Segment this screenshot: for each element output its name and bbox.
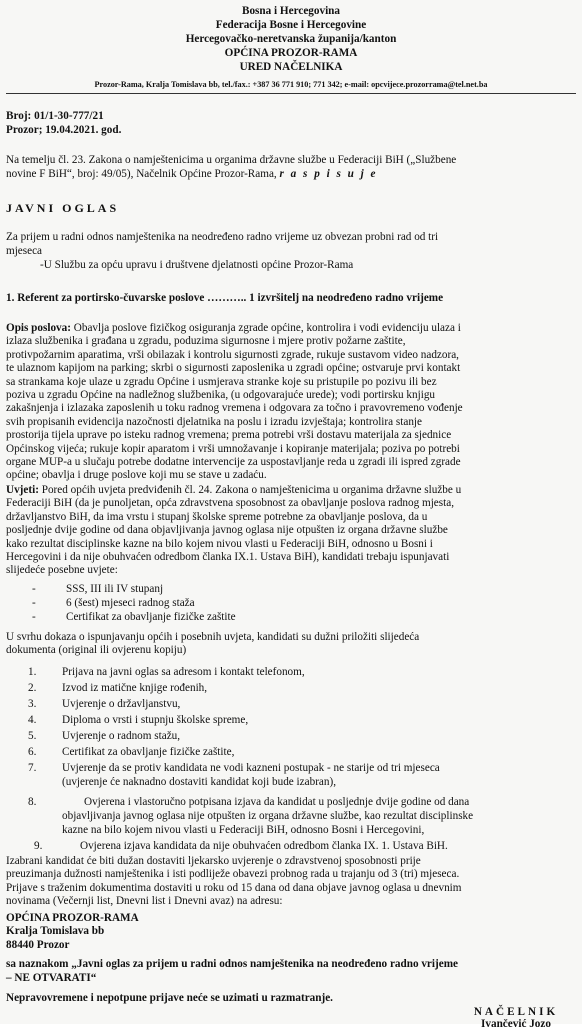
description-label: Opis poslova: bbox=[6, 322, 71, 334]
intro-line bbox=[6, 168, 576, 181]
description-line: organe MUP-a u slučaju potrebe dodatne intervencije za uspostavljanje reda u zgradi ili ispred zgrade bbox=[6, 456, 461, 469]
address-name: OPĆINA PROZOR-RAMA bbox=[6, 912, 139, 924]
description-line: izlaza službenika i građana u zgradu, poduzima sigurnosne i mjere protiv požarne zaštite, bbox=[6, 335, 406, 348]
address-block bbox=[6, 912, 576, 952]
description-line: zakašnjenja i izlazaka zaposlenih u toku radnog vremena i odgovara za točno i pravovremeno vođenje bbox=[6, 402, 463, 415]
header-office: URED NAČELNIKA bbox=[239, 61, 343, 73]
department-line: -U Službu za opću upravu i društvene djelatnosti općine Prozor-Rama bbox=[40, 259, 354, 271]
description-line: općine; obavlja i druge poslove koji mu se stave u zadaću. bbox=[6, 469, 267, 482]
header-federation: Federacija Bosne i Hercegovine bbox=[215, 19, 367, 31]
description-line: prostorija tijela uprave po isteku radnog vremena; prema potrebi vrši dostavu materijala za sjednice bbox=[6, 429, 452, 442]
intro-announces: r a s p i s u j e bbox=[279, 168, 378, 180]
requirements-line: posljednje dvije godine od dana objavljivanja javnog oglasa nije otpušten iz organa državne službe bbox=[6, 524, 448, 537]
description-line: te ulaznom kapijom na parking; skrbi o sigurnosti zaposlenika u zgradi općine; ostvaruje prvi kontakt bbox=[6, 362, 461, 375]
requirements-line: državljanstvo BiH, da ima vrstu i stupanj školske spreme potrebne za obavljanje poslova, da u bbox=[6, 510, 428, 523]
reference-number: Broj: 01/1-30-777/21 bbox=[6, 110, 104, 122]
requirements-line: kako rezultat disciplinske kazne na bilo kojem nivou vlasti u Federaciji BiH, odnosno u Bosni i bbox=[6, 537, 433, 550]
address-street: Kralja Tomislava bb bbox=[6, 925, 105, 938]
signature-title: NAČELNIK bbox=[473, 1006, 559, 1018]
job-description bbox=[6, 322, 576, 483]
position-title: 1. Referent za portirsko-čuvarske poslove ……….. 1 izvršitelj na neodređeno radno vrijeme bbox=[6, 292, 444, 304]
description-line: svih propisanih evidencija nazočnosti djelatnika na poslu i izradu izvještaja; kontrolira stanje bbox=[6, 415, 422, 428]
intro-line: Na temelju čl. 23. Zakona o namještenicima u organima državne službe u Federaciji BiH („Službene bbox=[6, 154, 457, 166]
requirements-line: Hercegovini i da nije obuhvaćen odredbom članka IX.1. Ustava BiH), kandidati trebaju ispunjavati bbox=[6, 551, 450, 564]
document-page: Bosna i Hercegovina Federacija Bosne i Hercegovine Hercegovačko-neretvanska županija/kanton OPĆINA PROZOR-RAMA URED NAČELNIKA Prozor-Rama, Kralja Tomislava bb, tel./fax.: +387 36 771 910; 771 342; e-mail: opcvijece.prozorrama@tel.net.ba Broj: 01/1-30-777/21 Prozor; 19.04.2021. god. Na temelju čl. 23. Zakona o namještenicima u organima državne službe u Federaciji BiH („Službene novine F BiH“, broj: 49/05), Načelnik Općine Prozor-Rama, r a s p i s u j e JAVNI OGLAS Za prijem u radni odnos namještenika na neodređeno radno vrijeme uz obvezan probni rad od tri mjeseca -U Službu za opću upravu i društvene djelatnosti općine Prozor-Rama 1. Referent za portirsko-čuvarske poslove ……….. 1 izvršitelj na neodređeno radno vrijeme Opis poslova: Obavlja poslove fizičkog osiguranja zgrade općine, kontrolira i vodi evidenciju ulaza i izlaza službenika i građana u zgradu, poduzima sigurnosne i mjere protiv požarne zaštite, protivpožarnim aparatima, vrši obilazak i kontrolu sigurnosti zgrade, rukuje sustavom video nadzora, te ulaznom kapijom na parking; skrbi o sigurnosti zaposlenika u zgradi općine; ostvaruje prvi kontakt sa strankama koje ulaze u zgradu Općine i usmjerava stranke koje su pristupile po pozivu ili bez poziva u zgradu Općine na nadležnog službenika, (u odgovarajuće urede); vodi portirsku knjigu zakašnjenja i izlazaka zaposlenih u toku radnog vremena i odgovara za točno i pravovremeno vođenje svih propisanih evidencija nazočnosti djelatnika na poslu i izradu izvještaja; kontrolira stanje prostorija tijela uprave po isteku radnog vremena; prema potrebi vrši dostavu materijala za sjednice Općinskog vijeća; rukuje kopir aparatom i vrši umnožavanje i kopiranje materijala; poziva po potrebi organe MUP-a u slučaju potrebe dodatne intervencije za uspostavljanje reda u zgradi ili ispred zgrade općine; obavlja i druge poslove koji mu se stave u zadaću. Uvjeti: Pored općih uvjeta predviđenih čl. 24. Zakona o namještenicima u organima državne službe u Federaciji BiH (da je punoljetan, opća zdravstvena sposobnost za obavljanje poslova radnog mjesta, državljanstvo BiH, da ima vrstu i stupanj školske spreme potrebne za obavljanje poslova, da u posljednje dvije godine od dana objavljivanja javnog oglasa nije otpušten iz organa državne službe kako rezultat disciplinske kazne na bilo kojem nivou vlasti u Federaciji BiH, odnosno u Bosni i Hercegovini i da nije obuhvaćen odredbom članka IX.1. Ustava BiH), kandidati trebaju ispunjavati slijedeće posebne uvjete: - SSS, III ili IV stupanj - 6 (šest) mjeseci radnog staža - Certifikat za obavljanje fizičke zaštite U svrhu dokaza o ispunjavanju općih i posebnih uvjeta, kandidati su dužni priložiti slijedeća dokumenta (original ili ovjerenu kopiju) 1. Prijava na javni oglas sa adresom i kontakt telefonom, 2. Izvod iz matične knjige rođenih, 3. Uvjerenje o državljanstvu, 4. Diploma o vrsti i stupnju školske spreme, 5. Uvjerenje o radnom stažu, 6. Certifikat za obavljanje fizičke zaštite, 7. Uvjerenje da se protiv kandidata ne vodi kazneni postupak - ne starije od tri mjeseca (uvjerenje će naknadno dostaviti kandidat koji bude izabran), 8. Ovjerena i vlastoručno potpisana izjava da kandidat u posljednje dvije godine od dana objavljivanja javnog oglasa nije otpušten iz organa državne službe, kao rezultat disciplinske kazne na bilo kojem nivou vlasti u Federaciji BiH, odnosno Bosni i Hercegovini, 9. Ovjerena izjava kandidata da nije obuhvaćen odredbom članka IX. 1. Ustava BiH. Izabrani kandidat će biti dužan dostaviti ljekarsko uvjerenje o zdravstvenoj sposobnosti prije preuzimanja dužnosti namještenika i isti podliježe obavezi probnog rada u trajanju od 3 (tri) mjeseca. Prijave s traženim dokumentima dostaviti u roku od 15 dana od dana objave javnog oglasa u dnevnim novinama (Večernji list, Dnevni list i Dnevni avaz) na adresu: OPĆINA PROZOR-RAMA Kralja Tomislava bb 88440 Prozor sa naznakom „Javni oglas za prijem u radni odnos namještenika na neodređeno radno vrijeme – NE OTVARATI“ Nepravovremene i nepotpune prijave neće se uzimati u razmatranje. NAČELNIK Ivančević Jozo bbox=[0, 0, 582, 1024]
envelope-mark-warning: – NE OTVARATI“ bbox=[6, 972, 97, 984]
closing-paragraph: Izabrani kandidat će biti dužan dostaviti ljekarsko uvjerenje o zdravstvenoj sposobnosti prije preuzimanja dužnosti namještenika i isti podliježe obavezi probnog rada u trajanju od 3 (tri) mjeseca. Prijave s traženim dokumentima dostaviti u roku od 15 dana od dana objave javnog oglasa u dnevnim novinama (Večernji list, Dnevni list i Dnevni avaz) na adresu: bbox=[6, 855, 462, 908]
header-contact: Prozor-Rama, Kralja Tomislava bb, tel./fax.: +387 36 771 910; 771 342; e-mail: opcvijece.prozorrama@tel.net.ba bbox=[94, 80, 488, 89]
header-municipality: OPĆINA PROZOR-RAMA bbox=[224, 47, 358, 59]
header-divider bbox=[6, 93, 576, 94]
envelope-mark: sa naznakom „Javni oglas za prijem u radni odnos namještenika na neodređeno radno vrijeme bbox=[6, 958, 458, 970]
requirements-line: slijedeće posebne uvjete: bbox=[6, 564, 118, 577]
requirements bbox=[6, 484, 576, 578]
requirements-line: Uvjeti: Pored općih uvjeta predviđenih čl. 24. Zakona o namještenicima u organima državne službe u bbox=[6, 484, 462, 496]
description-line: protivpožarnim aparatima, vrši obilazak i kontrolu sigurnosti zgrade, rukuje sustavom video nadzora, bbox=[6, 348, 459, 361]
requirements-label: Uvjeti: bbox=[6, 484, 39, 496]
requirements-line: Federaciji BiH (da je punoljetan, opća zdravstvena sposobnost za obavljanje poslova radnog mjesta, bbox=[6, 497, 454, 510]
letterhead bbox=[0, 4, 582, 74]
purpose-line: Za prijem u radni odnos namještenika na neodređeno radno vrijeme uz obvezan probni rad od tri bbox=[6, 231, 439, 243]
description-line: Općinskog vijeća; rukuje kopir aparatom i vrši umnožavanje i kopiranje materijala; poziva po potrebi bbox=[6, 442, 460, 455]
signature-name: Ivančević Jozo bbox=[481, 1018, 551, 1030]
description-line: Opis poslova: Obavlja poslove fizičkog osiguranja zgrade općine, kontrolira i vodi evidenciju ulaza i bbox=[6, 322, 461, 334]
intro-text: novine F BiH“, broj: 49/05), Načelnik Općine Prozor-Rama, bbox=[6, 168, 277, 180]
address-city: 88440 Prozor bbox=[6, 938, 70, 951]
document-title: JAVNI OGLAS bbox=[6, 201, 120, 215]
purpose-line: mjeseca bbox=[6, 245, 43, 257]
reference-date: Prozor; 19.04.2021. god. bbox=[6, 124, 122, 136]
description-line: poziva u zgradu Općine na nadležnog službenika, (u odgovarajuće urede); vodi portirsku knjigu bbox=[6, 389, 436, 402]
description-line: sa strankama koje ulaze u zgradu Općine i usmjerava stranke koje su pristupile po pozivu ili bez bbox=[6, 375, 437, 388]
late-applications-note: Nepravovremene i nepotpune prijave neće se uzimati u razmatranje. bbox=[6, 992, 333, 1004]
header-country: Bosna i Hercegovina bbox=[242, 5, 340, 17]
documents-intro: U svrhu dokaza o ispunjavanju općih i posebnih uvjeta, kandidati su dužni priložiti slijedeća dokumenta (original ili ovjerenu kopiju) bbox=[6, 631, 420, 657]
header-canton: Hercegovačko-neretvanska županija/kanton bbox=[185, 33, 397, 45]
